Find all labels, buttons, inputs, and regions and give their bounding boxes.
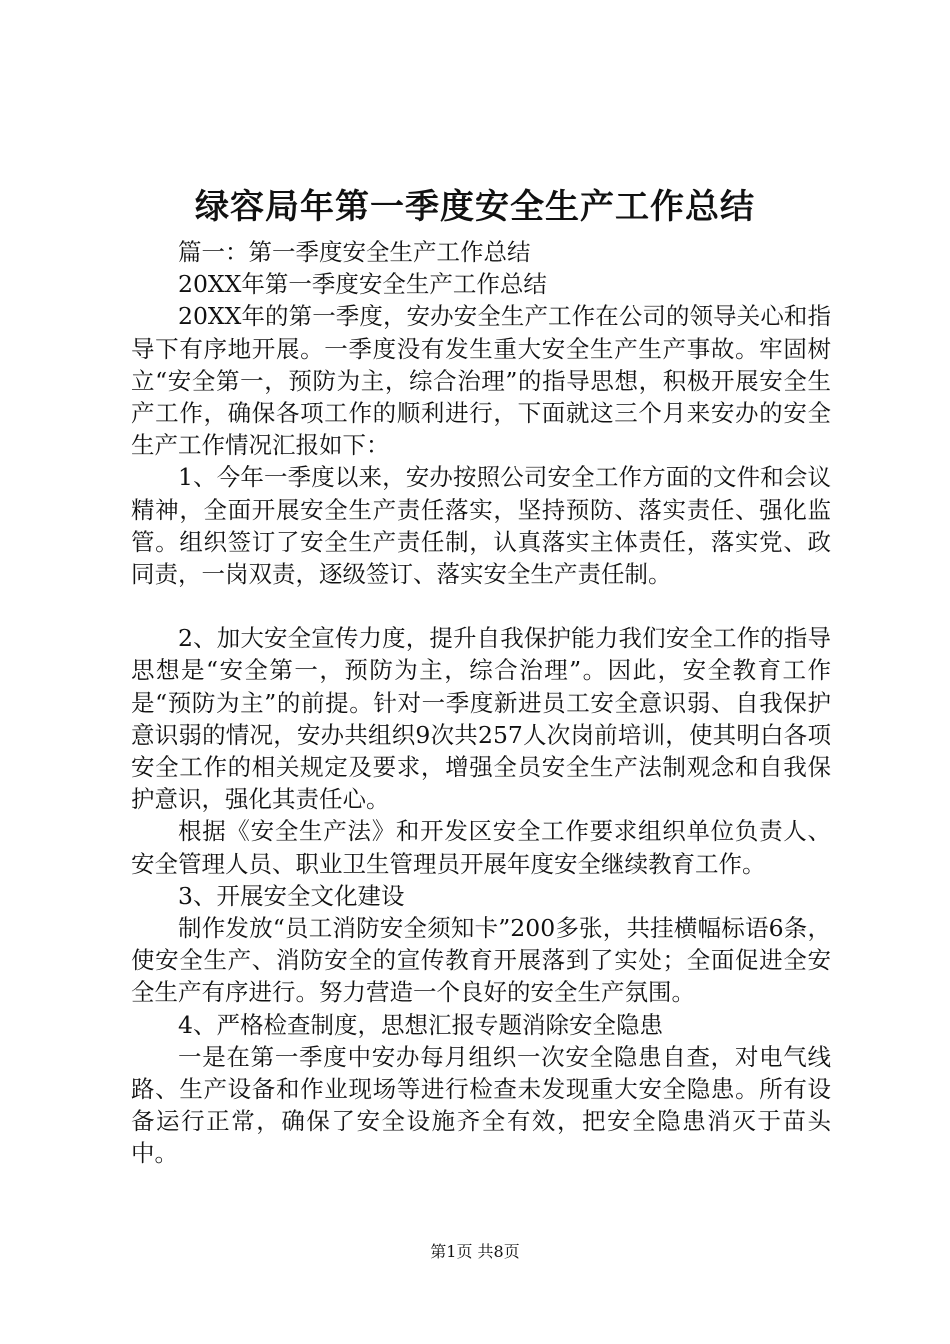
paragraph-item-4-heading: 4、严格检查制度，思想汇报专题消除安全隐患	[178, 1010, 663, 1039]
paragraph-training: 根据《安全生产法》和开发区安全工作要求组织单位负责人、安全管理人员、职业卫生管理员开展年度安全继续教育工作。	[131, 817, 831, 878]
paragraph-item-3-heading: 3、开展安全文化建设	[178, 881, 405, 910]
paragraph-item-2: 2、加大安全宣传力度，提升自我保护能力我们安全工作的指导思想是“安全第一，预防为主，综合治理”。因此，安全教育工作是“预防为主”的前提。针对一季度新进员工安全意识弱、自我保护意识弱的情况，安办共组织9次共257人次岗前培训，使其明白各项安全工作的相关规定及要求，增强全员安全生产法制观念和自我保护意识，强化其责任心。	[131, 624, 831, 814]
document-body	[131, 236, 831, 1170]
document-title: 绿容局年第一季度安全生产工作总结	[195, 187, 755, 227]
page-footer: 第1页 共8页	[430, 1242, 520, 1261]
paragraph-heading-2: 20XX年第一季度安全生产工作总结	[178, 270, 547, 299]
paragraph-heading-1: 篇一：第一季度安全生产工作总结	[178, 238, 531, 266]
paragraph-intro: 20XX年的第一季度，安办安全生产工作在公司的领导关心和指导下有序地开展。一季度没有发生重大安全生产生产事故。牢固树立“安全第一，预防为主，综合治理”的指导思想，积极开展安全生产工作，确保各项工作的顺利进行，下面就这三个月来安办的安全生产工作情况汇报如下：	[131, 302, 831, 460]
paragraph-item-4-body: 一是在第一季度中安办每月组织一次安全隐患自查，对电气线路、生产设备和作业现场等进行检查未发现重大安全隐患。所有设备运行正常，确保了安全设施齐全有效，把安全隐患消灭于苗头中。	[131, 1042, 831, 1168]
paragraph-item-3-body: 制作发放“员工消防安全须知卡”200多张，共挂横幅标语6条，使安全生产、消防安全的宣传教育开展落到了实处；全面促进全安全生产有序进行。努力营造一个良好的安全生产氛围。	[131, 914, 831, 1007]
paragraph-item-1: 1、今年一季度以来，安办按照公司安全工作方面的文件和会议精神，全面开展安全生产责任落实，坚持预防、落实责任、强化监管。组织签订了安全生产责任制，认真落实主体责任，落实党、政同责，一岗双责，逐级签订、落实安全生产责任制。	[131, 463, 831, 589]
